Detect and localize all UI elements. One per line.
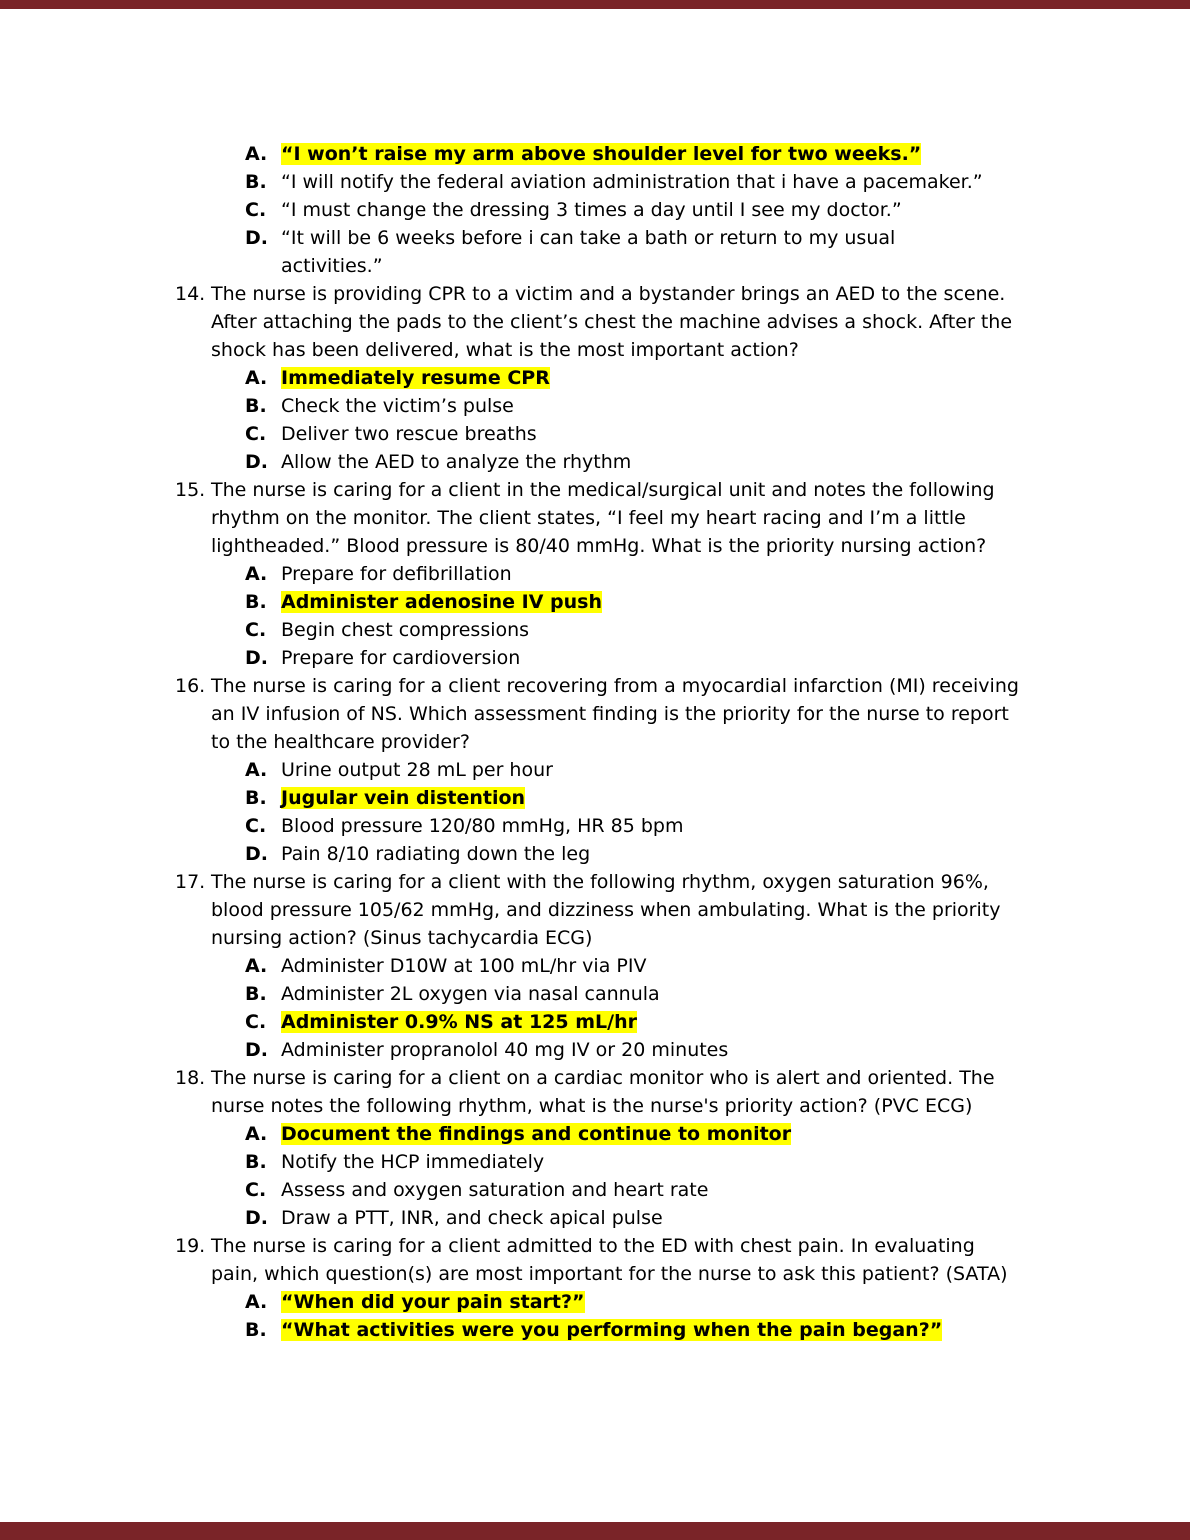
answer-option <box>175 812 1055 840</box>
answer-option <box>175 1288 1055 1316</box>
answer-option <box>175 224 1055 280</box>
option-text <box>281 364 996 392</box>
question-text: The nurse is caring for a client on a cardiac monitor who is alert and oriented. The nurse notes the following rhythm, what is the nurse's priority action? (PVC ECG) <box>211 1067 995 1117</box>
option-letter: A. <box>245 1291 268 1313</box>
option-text <box>281 812 996 840</box>
question <box>175 1232 1055 1344</box>
option-letter: A. <box>245 367 268 389</box>
question-text: The nurse is caring for a client recovering from a myocardial infarction (MI) receiving an IV infusion of NS. Which assessment finding is the priority for the nurse to report to the healthcare provider? <box>211 675 1019 753</box>
highlighted-answer-text: Administer 0.9% NS at 125 mL/hr <box>281 1011 637 1033</box>
option-text <box>281 1120 996 1148</box>
question-number: 15. <box>175 479 206 501</box>
answer-text: Allow the AED to analyze the rhythm <box>281 451 632 473</box>
option-letter: A. <box>245 563 268 585</box>
question-number: 16. <box>175 675 206 697</box>
question-stem <box>175 476 1055 560</box>
answer-text: Administer propranolol 40 mg IV or 20 minutes <box>281 1039 729 1061</box>
option-text <box>281 420 996 448</box>
page-edge-bottom <box>0 1522 1190 1540</box>
option-letter: C. <box>245 199 267 221</box>
highlighted-answer-text: Document the findings and continue to monitor <box>281 1123 792 1145</box>
highlighted-answer-text: “When did your pain start?” <box>281 1291 585 1313</box>
answer-option <box>175 364 1055 392</box>
option-letter: A. <box>245 955 268 977</box>
option-text <box>281 140 996 168</box>
option-text <box>281 448 996 476</box>
answer-text: “I must change the dressing 3 times a day until I see my doctor.” <box>281 199 902 221</box>
answer-option <box>175 168 1055 196</box>
answer-option <box>175 644 1055 672</box>
option-letter: B. <box>245 591 267 613</box>
question-stem <box>175 1064 1055 1120</box>
question-text: The nurse is providing CPR to a victim and a bystander brings an AED to the scene. After attaching the pads to the client’s chest the machine advises a shock. After the shock has been delivered, what is the most important action? <box>211 283 1013 361</box>
answer-option <box>175 840 1055 868</box>
highlighted-answer-text: Administer adenosine IV push <box>281 591 603 613</box>
question <box>175 476 1055 672</box>
answer-option <box>175 980 1055 1008</box>
option-text <box>281 756 996 784</box>
highlighted-answer-text: “I won’t raise my arm above shoulder level for two weeks.” <box>281 143 922 165</box>
option-letter: A. <box>245 759 268 781</box>
option-text <box>281 224 996 280</box>
option-letter: D. <box>245 843 268 865</box>
option-text <box>281 616 996 644</box>
highlighted-answer-text: “What activities were you performing when the pain began?” <box>281 1319 943 1341</box>
question-stem <box>175 672 1055 756</box>
option-letter: C. <box>245 619 267 641</box>
option-letter: D. <box>245 647 268 669</box>
question-number: 14. <box>175 283 206 305</box>
option-letter: A. <box>245 1123 268 1145</box>
answer-option <box>175 784 1055 812</box>
answer-text: Prepare for defibrillation <box>281 563 512 585</box>
answer-text: Begin chest compressions <box>281 619 530 641</box>
answer-text: Administer D10W at 100 mL/hr via PIV <box>281 955 647 977</box>
option-letter: D. <box>245 1039 268 1061</box>
answer-option <box>175 1120 1055 1148</box>
answer-text: Administer 2L oxygen via nasal cannula <box>281 983 660 1005</box>
option-text <box>281 1204 996 1232</box>
question-stem <box>175 280 1055 364</box>
option-letter: D. <box>245 451 268 473</box>
answer-option <box>175 756 1055 784</box>
question-number: 19. <box>175 1235 206 1257</box>
question <box>175 140 1055 280</box>
option-text <box>281 392 996 420</box>
answer-option <box>175 1316 1055 1344</box>
option-text <box>281 784 996 812</box>
option-letter: C. <box>245 815 267 837</box>
question-text: The nurse is caring for a client with the following rhythm, oxygen saturation 96%, blood pressure 105/62 mmHg, and dizziness when ambulating. What is the priority nursing action? (Sinus tachycardia ECG) <box>211 871 1001 949</box>
option-text <box>281 196 996 224</box>
answer-option <box>175 196 1055 224</box>
option-text <box>281 980 996 1008</box>
question <box>175 868 1055 1064</box>
answer-text: Pain 8/10 radiating down the leg <box>281 843 591 865</box>
question <box>175 1064 1055 1232</box>
option-letter: C. <box>245 1011 267 1033</box>
answer-text: Deliver two rescue breaths <box>281 423 537 445</box>
answer-option <box>175 560 1055 588</box>
option-text <box>281 1316 996 1344</box>
answer-text: Notify the HCP immediately <box>281 1151 545 1173</box>
question <box>175 280 1055 476</box>
question-number: 18. <box>175 1067 206 1089</box>
answer-option <box>175 392 1055 420</box>
answer-text: Blood pressure 120/80 mmHg, HR 85 bpm <box>281 815 684 837</box>
option-letter: A. <box>245 143 268 165</box>
option-text <box>281 1288 996 1316</box>
option-text <box>281 588 996 616</box>
option-letter: D. <box>245 227 268 249</box>
answer-option <box>175 616 1055 644</box>
question-number: 17. <box>175 871 206 893</box>
answer-text: Urine output 28 mL per hour <box>281 759 553 781</box>
option-letter: B. <box>245 1151 267 1173</box>
option-letter: B. <box>245 171 267 193</box>
highlighted-answer-text: Immediately resume CPR <box>281 367 550 389</box>
option-letter: B. <box>245 787 267 809</box>
option-letter: B. <box>245 983 267 1005</box>
option-text <box>281 1008 996 1036</box>
option-letter: B. <box>245 1319 267 1341</box>
question-text: The nurse is caring for a client admitted to the ED with chest pain. In evaluating pain, which question(s) are most important for the nurse to ask this patient? (SATA) <box>211 1235 1008 1285</box>
option-text <box>281 952 996 980</box>
option-letter: C. <box>245 1179 267 1201</box>
answer-option <box>175 952 1055 980</box>
page-edge-top <box>0 0 1190 9</box>
question-stem <box>175 868 1055 952</box>
option-text <box>281 644 996 672</box>
answer-option <box>175 588 1055 616</box>
answer-text: “It will be 6 weeks before i can take a bath or return to my usual activities.” <box>281 227 896 277</box>
answer-text: Assess and oxygen saturation and heart rate <box>281 1179 709 1201</box>
answer-option <box>175 1036 1055 1064</box>
answer-text: Check the victim’s pulse <box>281 395 514 417</box>
option-text <box>281 840 996 868</box>
question <box>175 672 1055 868</box>
option-text <box>281 1148 996 1176</box>
highlighted-answer-text: Jugular vein distention <box>281 787 526 809</box>
option-letter: C. <box>245 423 267 445</box>
option-text <box>281 1176 996 1204</box>
option-text <box>281 1036 996 1064</box>
option-text <box>281 560 996 588</box>
question-text: The nurse is caring for a client in the medical/surgical unit and notes the following rhythm on the monitor. The client states, “I feel my heart racing and I’m a little lightheaded.” Blood pressure is 80/40 mmHg. What is the priority nursing action? <box>211 479 995 557</box>
answer-option <box>175 140 1055 168</box>
question-stem <box>175 1232 1055 1288</box>
option-letter: B. <box>245 395 267 417</box>
option-text <box>281 168 996 196</box>
option-letter: D. <box>245 1207 268 1229</box>
answer-option <box>175 420 1055 448</box>
answer-option <box>175 1204 1055 1232</box>
document-content <box>175 140 1055 1344</box>
answer-text: “I will notify the federal aviation administration that i have a pacemaker.” <box>281 171 983 193</box>
answer-option <box>175 1176 1055 1204</box>
answer-option <box>175 1008 1055 1036</box>
answer-text: Draw a PTT, INR, and check apical pulse <box>281 1207 663 1229</box>
answer-text: Prepare for cardioversion <box>281 647 521 669</box>
answer-option <box>175 1148 1055 1176</box>
answer-option <box>175 448 1055 476</box>
